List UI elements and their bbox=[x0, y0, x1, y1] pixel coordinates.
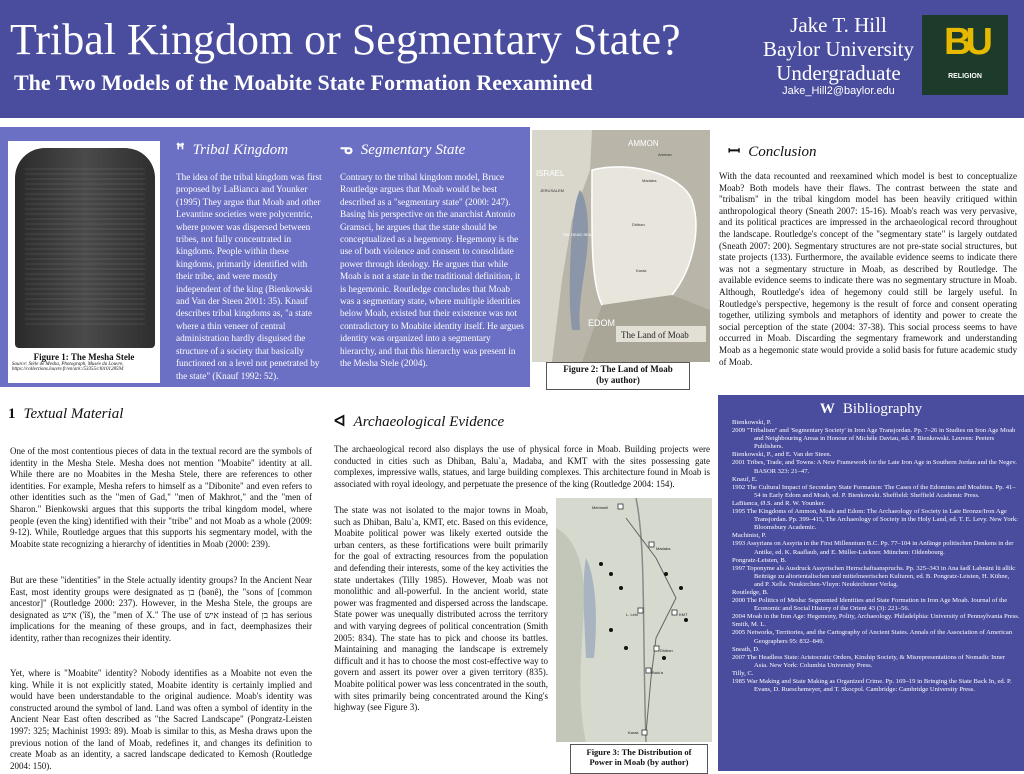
poster-title: Tribal Kingdom or Segmentary State? bbox=[10, 15, 681, 64]
segmentary-heading-text: Segmentary State bbox=[360, 142, 466, 158]
archaeo-heading bbox=[334, 412, 504, 431]
bibliography-entry: 1993 Assyrians on Assyria in the First Millennium B.C. Pp. 77–104 in Anfänge politischen Denkens in der Antike, ed. K. Raaflaub, and E. Müller-Luckner. München: Oldenbourg. bbox=[732, 540, 1014, 556]
bibliography-entry: 1992 The Cultural Impact of Secondary State Formation: The Cases of the Edomites and Moabites. Pp. 41–54 in Early Edom and Moab, ed. P. Bienkowski. Sheffield: Sheffield Academic Press. bbox=[732, 483, 1016, 499]
bibliography-entry: 2004 Moab in the Iron Age: Hegemony, Polity, Archaeology. Philadelphia: University of Pennsylvania Press. bbox=[732, 613, 1020, 621]
archaeo-glyph: ᐊ bbox=[334, 414, 346, 430]
mesha-stele-image bbox=[15, 148, 155, 348]
figure3-caption-line1: Figure 3: The Distribution of bbox=[586, 747, 692, 757]
author-block bbox=[763, 13, 914, 98]
textual-paragraph-2: But are these "identities" in the Stele actually identity groups? In the Ancient Near East, most identity groups were designated as בן (bənê), the "sons of [common ancestor]" (Routledge 2000: 237). However, in the Mesha Stele, the groups are designated as איש ('îš), the "men of X." The use of איש instead of בן has serious implications for the meaning of these groups, and in fact, deemphasizes their identity, rather than recognizes their identity. bbox=[10, 575, 313, 643]
conclusion-glyph: ꟷ bbox=[728, 144, 741, 160]
bibliography-list bbox=[732, 419, 1020, 694]
bibliography-entry: 2000 The Politics of Mesha: Segmented Identities and State Formation in Iron Age Moab. Journal of the Economic and Social History of the Orient 43 (3): 221–56. bbox=[732, 597, 1008, 613]
map1-ammon: AMMON bbox=[628, 139, 659, 148]
map2-label-f: Balu'a bbox=[652, 670, 663, 675]
map1-karak: Karak bbox=[636, 268, 647, 273]
conclusion-heading bbox=[728, 141, 817, 161]
baylor-logo bbox=[922, 15, 1008, 95]
figure2-caption-line1: Figure 2: The Land of Moab bbox=[563, 364, 673, 374]
textual-paragraph-1: One of the most contentious pieces of data in the textual record are the symbols of identity in the Mesha Stele. Mesha does not mention "Moabite" identity at all. While there are no Moabites in the Mesha Stele, there are references to other identities. For example, Mesha refers to himself as a "Dibonite" and even refers to other identities such as the "men of Gad," "men of Makhrot," and the "men of Sharon." Bienkowski argues that this supports the tribal kingdom model, where people (even the king) identified with their "tribe" and not Moab as a whole (2009: 9-12). While, Routledge argues that this supports his segmentary model, with the Moabite state recognizing a hierarchy of identities in Moab (2000: 239). bbox=[10, 446, 312, 549]
bibliography-entry: 2001 Tribes, Trade, and Towns: A New Framework for the Late Iron Age in Southern Jordan and the Negev. BASOR 323: 21–47. bbox=[732, 459, 1017, 475]
archaeo-paragraph-1: The archaeological record also displays the use of physical force in Moab. Building projects were conducted in cities such as Dhiban, Balu`a, Madaba, and KMT with the sites possessing gate complexes, impressive walls, statues, and large building complexes. This architecture found in Moab is associated with royal ideology, and perpetuate the presence of the king (Routledge 2004: 154). bbox=[334, 444, 710, 489]
map1-deadsea: THE DEAD SEA bbox=[562, 232, 592, 237]
bibliography-entry: 1997 Toponyme als Ausdruck Assyrischen Herrschaftsanspruchs. Pp. 325–343 in Ana šadî Labnāni lū allik: Beiträge zu altorientalischen und mittelmeerischen Kulturen, ed. B. Pongratz-Leisten, H. Kühne, and P. Xella. Neukirchen-Vluyn: Neukirchener Verlag. bbox=[732, 564, 1016, 588]
figure1-caption-block bbox=[8, 352, 160, 372]
bibliography-entry: Routledge, B. bbox=[732, 588, 769, 596]
figure2-caption-line2: (by author) bbox=[596, 375, 640, 385]
figure3-caption-line2: Power in Moab (by author) bbox=[589, 757, 689, 767]
textual-paragraph-3: Yet, where is "Moabite" identity? Nobody identifies as a Moabite not even the king. While it is not explicitly stated, Moabite identity is certainly implied and would have been understandable to the original audience. Moab's identity was constructed around the symbol of land. Land was often a symbol of identity in the Ancient Near East often described as "the Sacred Landscape" (Pongratz-Leisten 1997: 325; Machinist 1993: 89). Moab is similar to this, as Mesha draws upon the previous notion of the land of Moab, redefines it, and changes its definition to create Moab as an identity, a sacred landscape dedicated to Kemosh (Routledge 2004: 150). bbox=[10, 668, 312, 771]
bibliography-entry: Knauf, E. bbox=[732, 475, 758, 483]
map2-label-b: Madaba bbox=[656, 546, 671, 551]
tribal-glyph: ꟸ bbox=[176, 142, 185, 158]
tribal-heading bbox=[176, 140, 288, 159]
power-distribution-map bbox=[556, 498, 712, 742]
author-name: Jake T. Hill bbox=[790, 13, 887, 37]
affiliation: Baylor University bbox=[762, 37, 914, 61]
conclusion-text: With the data recounted and reexamined which model is best to conceptualize Moab? Both models have their flaws. The contrast between the state and "tribalism" in the tribal kingdom model has been heavily critiqued within anthropological theory (Sneath 2007: 15-16). Moab's reach was very pervasive, and its political practices are impressed in the archaeological record throughout the landscape. Routledge's concept of the "segmentary state" is largely outdated (Sneath 2007: 200). Segmentary structures are not pre-state social structures, but state projects (133). Furthermore, the available evidence seems to indicate there was not a segmentary structure in Moab, as described by Routledge. The available evidence seems to indicate there was no segmentary structure in Moab. Although, Routledge's idea of hegemony could still be largely useful. In Routledge's perspective, hegemony is the result of force and consent operating together, utilizing symbols and metaphors of identity and power to create the social perception of the state (2004: 37-38). This social process seems to have occurred in Moab. Discarding the segmentary framework and understanding Moab as a hegemonic state would provide a solid basis for future academic study of Moab. bbox=[719, 171, 1017, 367]
archaeo-paragraph-2: The state was not isolated to the major towns in Moab, such as Dhiban, Balu`a, KMT, etc. Based on this evidence, Moabite political power was likely exerted outside the urban centers, as these fortifications were built primarily for the goal of extracting resources from the population and defending their interests, some of the key activities the state undertakes (Tilly 1985). However, Moab was not monolithic and all-powerful. In the ancient world, state power was fragmented and dispersed across the landscape. State power was unequally distributed across the territory and with varying degrees of political concentration (Smith 2005: 834). The state has to pick and choose its battles. Maintaining and managing the landscape is extremely difficult and it has to choose the most cost-effective way to govern and assert its power over a given territory (835). Moabite political power was less concentrated in the south, with sites primarily being concentrated around the King's highway (see Figure 3). bbox=[334, 505, 548, 713]
textual-heading bbox=[8, 406, 123, 423]
bibliography-entry: Pongratz-Leisten, B. bbox=[732, 556, 787, 564]
textual-heading-text: Textual Material bbox=[23, 406, 124, 422]
logo-label: RELIGION bbox=[948, 73, 982, 80]
conclusion-heading-text: Conclusion bbox=[748, 144, 817, 160]
bibliography-heading-text: Bibliography bbox=[842, 401, 923, 417]
textual-glyph: 1 bbox=[8, 406, 16, 422]
bibliography-entry: 2009 "Tribalism" and 'Segmentary Society' in Iron Age Transjordan. Pp. 7–26 in Studies on Iron Age Moab and Neighbouring Areas in Honour of Michèle Daviau, ed. P. Bienkowski. Leuven: Peeters Publishers. bbox=[732, 427, 1016, 451]
poster-subtitle: The Two Models of the Moabite State Formation Reexamined bbox=[14, 70, 593, 95]
bibliography-entry: Bienkowski, P., and E. Van der Steen. bbox=[732, 451, 832, 459]
bibliography-panel bbox=[718, 395, 1024, 771]
segmentary-glyph: ᓀ bbox=[340, 142, 353, 158]
map1-dhiban: Dhiban bbox=[632, 222, 645, 227]
segmentary-heading bbox=[340, 140, 465, 159]
map2-label-c: L. Lehi bbox=[626, 612, 639, 617]
bibliography-entry: Smith, M. L. bbox=[732, 621, 766, 629]
tribal-heading-text: Tribal Kingdom bbox=[192, 142, 289, 158]
land-of-moab-map bbox=[532, 130, 710, 362]
figure1-caption: Figure 1: The Mesha Stele bbox=[33, 352, 135, 362]
segmentary-text: Contrary to the tribal kingdom model, Bruce Routledge argues that Moab would be best described as a "segmentary state" (2000: 247). Basing his perspective on the anarchist Antonio Gramsci, he argues that the state should be conceptualized as a hegemony. Hegemony is the use of both violence and consent to consolidate power through ideology. He argues that while Moab is not a state in the traditional definition, it is hegemonic. Routledge concludes that Moab was a segmentary state, where multiple identities below Moab, existed but their existence was not contradictory to Moabite identity itself. He argues identity was organized into a segmentary hierarchy, and that this hierarchy was present in the Mesha Stele (2004). bbox=[340, 172, 524, 369]
bibliography-entry: Sneath, D. bbox=[732, 645, 760, 653]
bibliography-entry: LaBianca, Ø.S. and R. W. Younker. bbox=[732, 499, 826, 507]
figure3-caption bbox=[570, 744, 708, 774]
map1-jerusalem: JERUSALEM bbox=[540, 188, 565, 193]
map1-israel: ISRAEL bbox=[536, 169, 565, 178]
bibliography-entry: 2005 Networks, Territories, and the Cartography of Ancient States. Annals of the Association of American Geographers 95: 832–849. bbox=[732, 629, 1013, 645]
map2-svg bbox=[556, 498, 712, 742]
map2-label-a: Mehrweil bbox=[592, 505, 609, 510]
archaeo-heading-text: Archaeological Evidence bbox=[353, 414, 505, 430]
logo-letters: BU bbox=[944, 21, 987, 63]
bibliography-entry: Bienkowski, P. bbox=[732, 419, 772, 426]
map1-edom: EDOM bbox=[588, 318, 615, 328]
bibliography-entry: 2007 The Headless State: Aristocratic Orders, Kinship Society, & Misrepresentations of Nomadic Inner Asia. New York: Columbia University Press. bbox=[732, 653, 1006, 669]
map2-label-e: Dhiban bbox=[660, 648, 673, 653]
bibliography-entry: 1985 War Making and State Making as Organized Crime. Pp. 169–19 in Bringing the State Back In, ed. P. Evans, D. Rueschemeyer, and T. Skocpol. Cambridge: Cambridge University Press. bbox=[732, 678, 1012, 694]
tribal-text: The idea of the tribal kingdom was first proposed by LaBianca and Younker (1995) They argue that Moab and other Levantine societies were polycentric, where power was dispersed between tribes, not fully concentrated in kingdoms. People within these kingdoms, primarily identified with their tribe, and were mostly independent of the king (Bienkowski and Van der Steen 2001: 35). Knauf describes tribal kingdoms as, "a state where a thin veneer of central administration hardly disguised the structure of a society that basically functioned on a level not penetrated by the state" (Knauf 1992: 52). bbox=[176, 172, 322, 381]
bibliography-entry: Machinist, P. bbox=[732, 532, 767, 540]
map2-label-d: KMT bbox=[679, 612, 688, 617]
bibliography-entry: Tilly, C. bbox=[732, 669, 754, 677]
map1-svg bbox=[532, 130, 710, 362]
bibliography-entry: 1995 The Kingdoms of Ammon, Moab and Edom: The Archaeology of Society in Late Bronze/Iron Age Transjordan. Pp. 399–415, The Archaeology of Society in the Holy Land, ed. T. E. Levy. New York: Bloomsbury Academic. bbox=[732, 508, 1018, 532]
author-role: Undergraduate bbox=[776, 61, 901, 85]
figure1-source: Source: Stèle de Mesha, Photograph, Musée du Louvre, https://collections.louvre.fr/en/ark:/53355/cl010128594 bbox=[12, 362, 124, 372]
figure2-caption bbox=[546, 362, 690, 390]
map2-label-g: Karak bbox=[628, 730, 639, 735]
bibliography-glyph: W bbox=[819, 401, 835, 417]
bibliography-heading bbox=[718, 401, 1024, 418]
map1-inset-title: The Land of Moab bbox=[621, 330, 689, 340]
map1-amman: Amman bbox=[658, 152, 672, 157]
map1-madaba: Madaba bbox=[642, 178, 657, 183]
author-email: Jake_Hill2@baylor.edu bbox=[782, 85, 895, 97]
